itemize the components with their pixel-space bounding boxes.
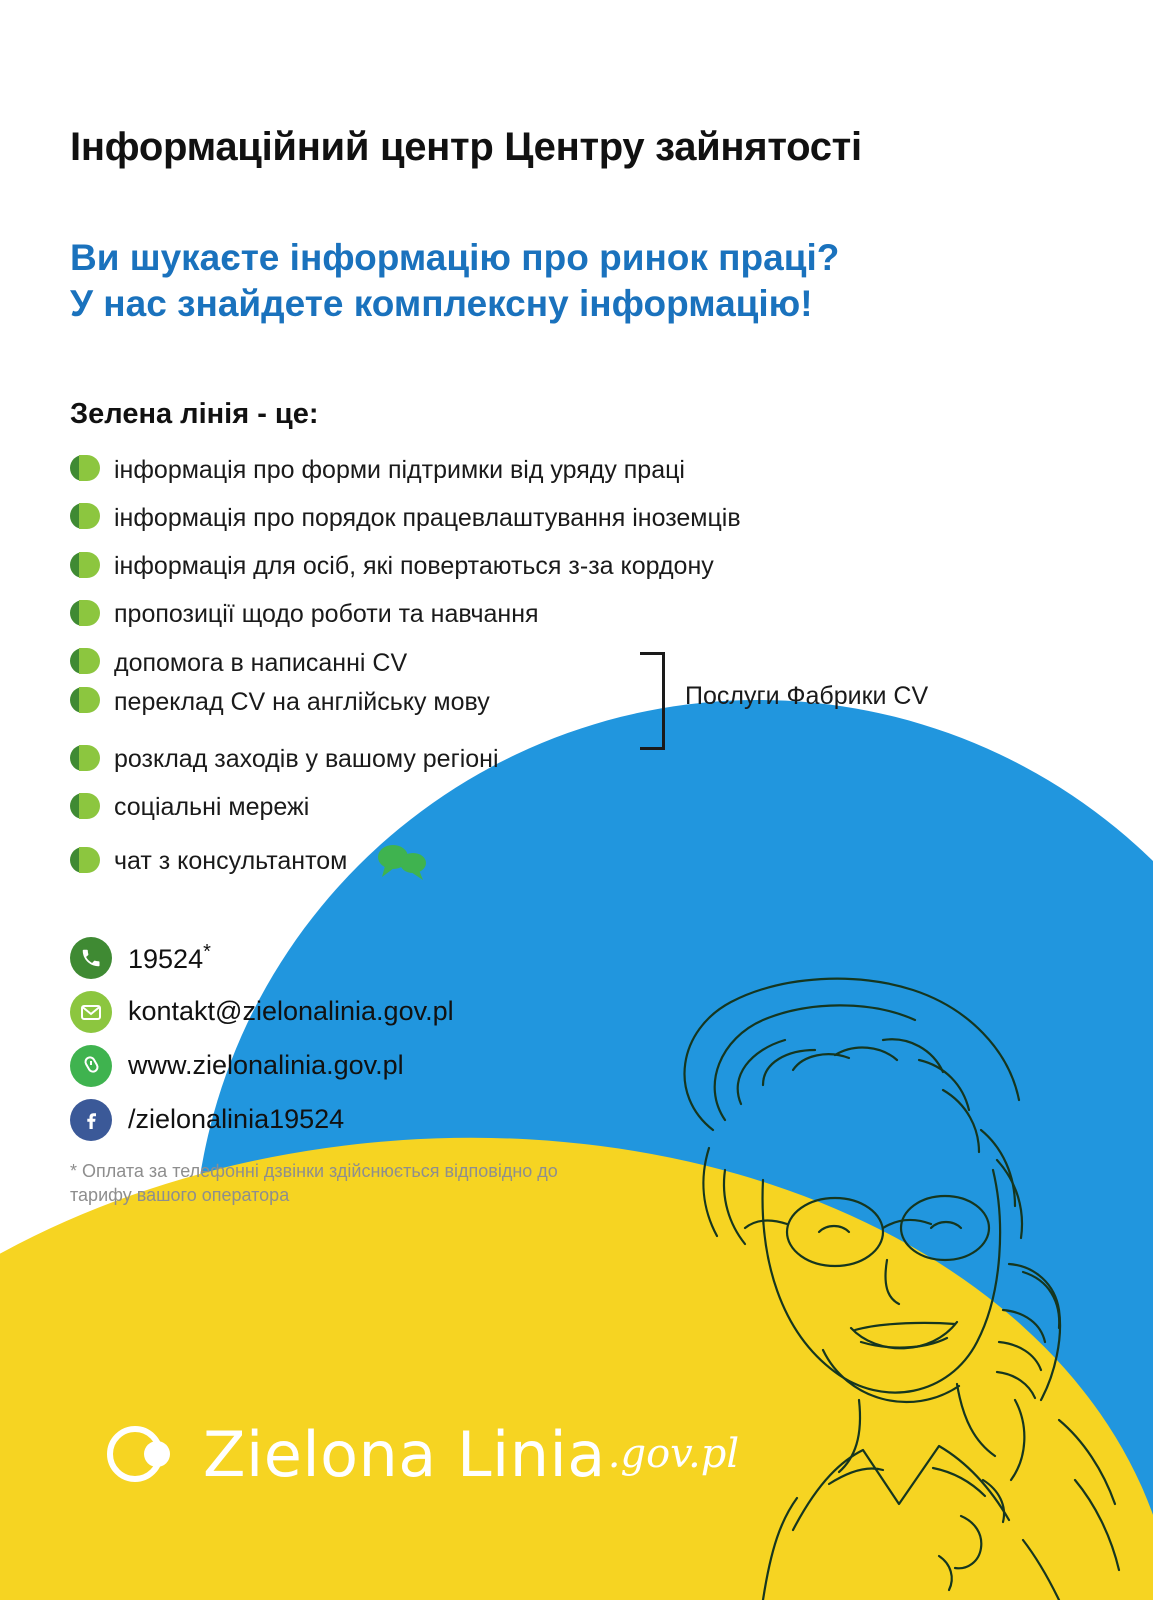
contact-email[interactable] bbox=[70, 991, 1083, 1033]
contact-list bbox=[70, 937, 1083, 1141]
leaf-bullet-icon bbox=[70, 503, 100, 533]
leaf-bullet-icon bbox=[70, 600, 100, 630]
leaf-bullet-icon bbox=[70, 455, 100, 485]
mouse-pointer-icon bbox=[70, 1045, 112, 1087]
list-item-label: розклад заходів у вашому регіоні bbox=[114, 745, 499, 773]
cv-services-group bbox=[70, 648, 1083, 719]
contact-website-value: www.zielonalinia.gov.pl bbox=[128, 1050, 404, 1080]
mail-icon bbox=[70, 991, 112, 1033]
list-item-label: допомога в написанні CV bbox=[114, 648, 408, 677]
section-heading: Зелена лінія - це: bbox=[70, 397, 319, 430]
list-item-label: чат з консультантом bbox=[114, 846, 348, 875]
subtitle bbox=[70, 235, 1083, 328]
list-item bbox=[70, 599, 1083, 630]
list-item bbox=[70, 455, 1083, 486]
contact-facebook[interactable] bbox=[70, 1099, 1083, 1141]
contact-website[interactable] bbox=[70, 1045, 1083, 1087]
logo-domain-suffix: .gov.pl bbox=[607, 1431, 740, 1477]
logo-wordmark: Zielona Linia bbox=[203, 1417, 606, 1491]
contact-facebook-value: /zielonalinia19524 bbox=[128, 1104, 345, 1134]
feature-list bbox=[70, 455, 1083, 883]
list-item-label: соціальні мережі bbox=[114, 793, 310, 822]
list-item bbox=[70, 648, 1083, 679]
subtitle-line-1: Ви шукаєте інформацію про ринок праці? bbox=[70, 237, 840, 278]
list-item bbox=[70, 744, 1083, 775]
contact-phone[interactable] bbox=[70, 937, 1083, 979]
leaf-bullet-icon bbox=[70, 745, 100, 775]
phone-icon bbox=[70, 937, 112, 979]
list-item-label: переклад CV на англійську мову bbox=[114, 687, 490, 716]
list-item bbox=[70, 503, 1083, 534]
list-item-label: пропозиції щодо роботи та навчання bbox=[114, 600, 539, 629]
cv-services-label: Послуги Фабрики CV bbox=[685, 681, 929, 710]
list-item bbox=[70, 841, 1083, 883]
contact-phone-value: 19524* bbox=[128, 940, 211, 974]
contact-email-value: kontakt@zielonalinia.gov.pl bbox=[128, 996, 454, 1026]
zielona-linia-logo bbox=[105, 1416, 739, 1492]
logo-mark-icon bbox=[105, 1416, 181, 1492]
footnote-text: * Оплата за телефонні дзвінки здійснюється відповідно до тарифу вашого оператора bbox=[70, 1160, 558, 1205]
list-item bbox=[70, 792, 1083, 823]
list-item-label: інформація для осіб, які повертаються з-за кордону bbox=[114, 552, 714, 580]
phone-footnote-marker: * bbox=[203, 940, 211, 963]
leaf-bullet-icon bbox=[70, 648, 100, 678]
list-item bbox=[70, 551, 1083, 582]
leaf-bullet-icon bbox=[70, 552, 100, 582]
leaf-bullet-icon bbox=[70, 847, 100, 877]
leaf-bullet-icon bbox=[70, 793, 100, 823]
page-title: Інформаційний центр Центру зайнятості bbox=[70, 125, 862, 169]
list-item-label: інформація про порядок працевлаштування іноземців bbox=[114, 503, 741, 532]
list-item-label: інформація про форми підтримки від уряду праці bbox=[114, 455, 685, 484]
bracket-decoration bbox=[640, 652, 665, 750]
list-item bbox=[70, 687, 1083, 718]
chat-bubble-icon bbox=[369, 841, 431, 883]
subtitle-line-2: У нас знайдете комплексну інформацію! bbox=[70, 283, 813, 325]
leaf-bullet-icon bbox=[70, 687, 100, 717]
facebook-icon bbox=[70, 1099, 112, 1141]
